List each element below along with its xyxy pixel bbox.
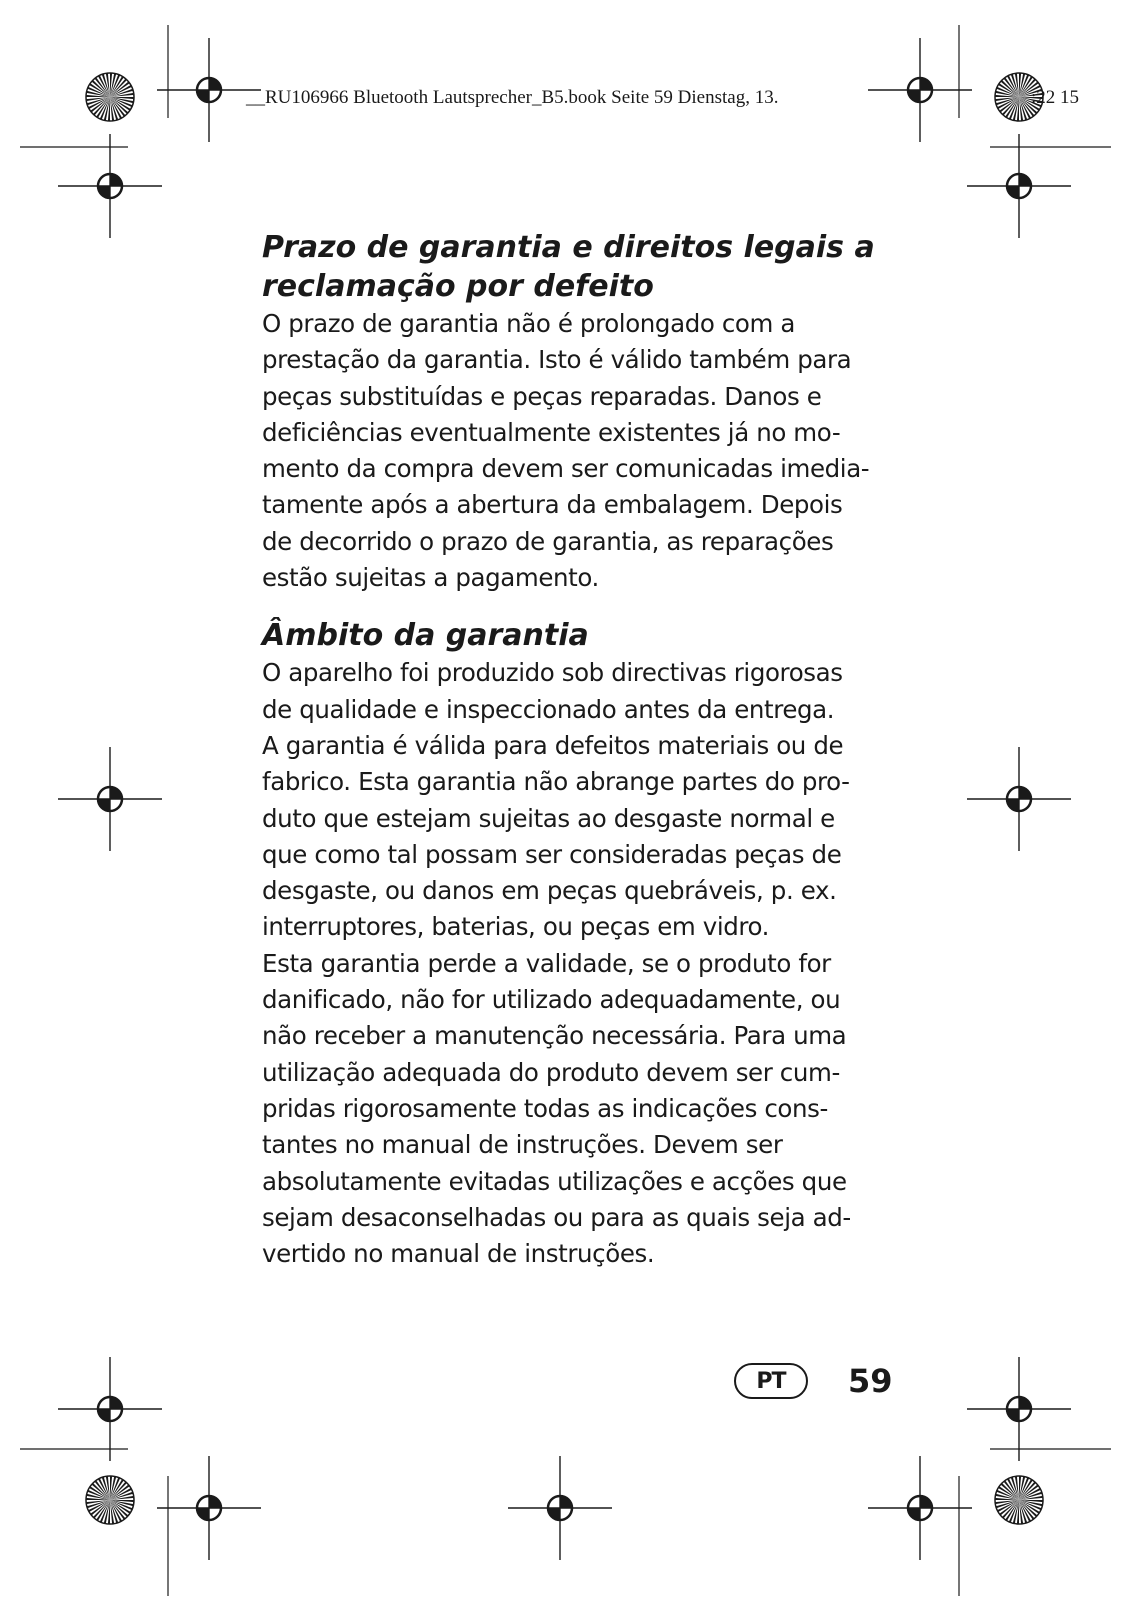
- starburst-target: [86, 1476, 134, 1524]
- section-heading: [262, 228, 902, 306]
- registration-mark: [508, 1456, 612, 1560]
- text-line: danificado, não for utilizado adequadamente, ou: [262, 985, 841, 1015]
- page-footer: [734, 1361, 893, 1401]
- text-line: O prazo de garantia não é prolongado com a: [262, 309, 795, 338]
- text-line: de qualidade e inspeccionado antes da entrega.: [262, 694, 835, 724]
- text-line: duto que estejam sujeitas ao desgaste normal e: [262, 803, 835, 833]
- text-line: Esta garantia perde a validade, se o produto for: [262, 948, 831, 978]
- heading-line: reclamação por defeito: [262, 269, 654, 304]
- section-warranty-scope: [262, 616, 902, 1272]
- registration-mark: [967, 1357, 1071, 1461]
- text-line: pridas rigorosamente todas as indicações cons-: [262, 1093, 828, 1123]
- text-line: A garantia é válida para defeitos materiais ou de: [262, 730, 844, 760]
- text-line: O aparelho foi produzido sob directivas rigorosas: [262, 658, 843, 688]
- registration-mark: [868, 38, 972, 142]
- text-line: tantes no manual de instruções. Devem ser: [262, 1130, 783, 1160]
- text-line: vertido no manual de instruções.: [262, 1239, 655, 1269]
- text-line: fabrico. Esta garantia não abrange partes do pro-: [262, 767, 850, 797]
- section-heading: [262, 616, 902, 655]
- text-line: deficiências eventualmente existentes já no mo-: [262, 417, 841, 447]
- registration-mark: [58, 747, 162, 851]
- text-line: utilização adequada do produto devem ser cum-: [262, 1057, 840, 1087]
- paragraph: [262, 946, 902, 1273]
- registration-mark: [967, 747, 1071, 851]
- starburst-target: [995, 1476, 1043, 1524]
- text-line: desgaste, ou danos em peças quebráveis, p. ex.: [262, 876, 837, 906]
- text-line: interruptores, baterias, ou peças em vidro.: [262, 912, 770, 942]
- heading-line: Âmbito da garantia: [262, 618, 589, 654]
- text-line: estão sujeitas a pagamento.: [262, 563, 599, 593]
- slug-time-fragment: :22 15: [1031, 87, 1080, 108]
- text-line: prestação da garantia. Isto é válido também para: [262, 345, 852, 375]
- text-line: peças substituídas e peças reparadas. Danos e: [262, 381, 822, 411]
- page-content: [262, 228, 902, 1272]
- page-number: 59: [848, 1362, 893, 1400]
- text-line: de decorrido o prazo de garantia, as reparações: [262, 526, 834, 556]
- text-line: tamente após a abertura da embalagem. Depois: [262, 490, 843, 520]
- registration-mark: [58, 134, 162, 238]
- text-line: não receber a manutenção necessária. Para uma: [262, 1021, 847, 1051]
- text-line: que como tal possam ser consideradas peças de: [262, 839, 842, 869]
- text-line: sejam desaconselhadas ou para as quais seja ad-: [262, 1202, 851, 1232]
- text-line: absolutamente evitadas utilizações e acções que: [262, 1166, 847, 1196]
- slug-file-info: __RU106966 Bluetooth Lautsprecher_B5.book Seite 59 Dienstag, 13.: [246, 87, 779, 108]
- starburst-target: [86, 73, 134, 121]
- text-line: mento da compra devem ser comunicadas imedia-: [262, 454, 870, 484]
- heading-line: Prazo de garantia e direitos legais a: [262, 230, 875, 265]
- registration-mark: [967, 134, 1071, 238]
- registration-mark: [58, 1357, 162, 1461]
- section-warranty-period: [262, 228, 902, 596]
- registration-mark: [868, 1456, 972, 1560]
- paragraph: [262, 306, 902, 596]
- registration-mark: [157, 1456, 261, 1560]
- language-badge: PT: [734, 1363, 808, 1399]
- paragraph: [262, 655, 902, 945]
